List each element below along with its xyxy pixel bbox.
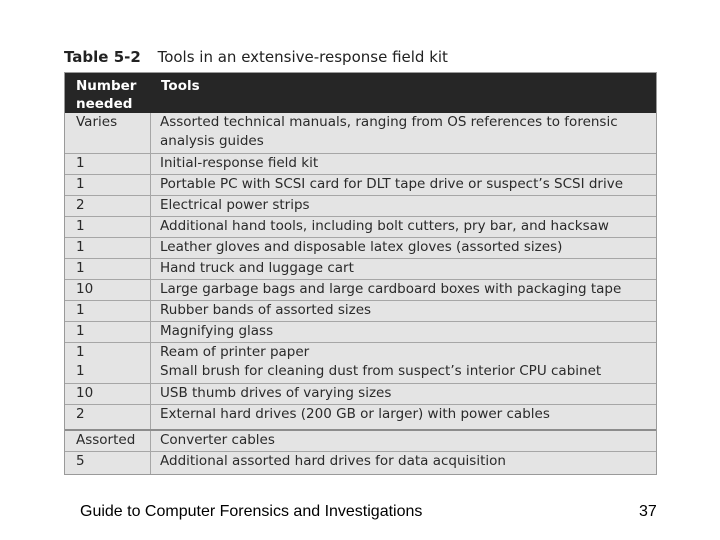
table-row <box>65 279 656 300</box>
row-number: 1 <box>65 238 151 258</box>
table-row <box>65 237 656 258</box>
row-tool: Hand truck and luggage cart <box>160 260 354 276</box>
row-tool: Additional hand tools, including bolt cutters, pry bar, and hacksaw <box>160 218 609 234</box>
row-tool: Converter cables <box>160 432 275 448</box>
table-row <box>65 174 656 195</box>
header-number-needed: Number needed <box>76 78 137 112</box>
row-number: 1 <box>65 217 151 237</box>
row-number: 1 <box>65 301 151 321</box>
row-number: 1 <box>65 259 151 279</box>
table-row <box>65 429 656 451</box>
row-number: 10 <box>65 280 151 300</box>
row-number: 1 <box>65 322 151 342</box>
row-tool: Small brush for cleaning dust from suspect’s interior CPU cabinet <box>160 363 602 379</box>
row-tool: Leather gloves and disposable latex gloves (assorted sizes) <box>160 239 563 255</box>
table-row <box>65 383 656 404</box>
footer-book-title: Guide to Computer Forensics and Investigations <box>80 503 423 520</box>
table-row <box>65 216 656 237</box>
table-caption <box>64 48 664 66</box>
table-row <box>65 404 656 429</box>
table-row <box>65 153 656 174</box>
page-number: 37 <box>639 503 657 520</box>
row-number: 1 <box>65 175 151 195</box>
row-tool: External hard drives (200 GB or larger) with power cables <box>160 406 550 422</box>
table-title: Tools in an extensive-response field kit <box>157 48 448 66</box>
table-row <box>65 321 656 342</box>
table-header-row <box>65 73 656 113</box>
table-row <box>65 451 656 474</box>
row-tool: Additional assorted hard drives for data acquisition <box>160 453 506 469</box>
table-row <box>65 362 656 383</box>
row-tool: Large garbage bags and large cardboard boxes with packaging tape <box>160 281 622 297</box>
row-tool: Assorted technical manuals, ranging from OS references to forensic analysis guides <box>160 114 618 149</box>
header-tools: Tools <box>161 78 200 94</box>
row-number: 10 <box>65 384 151 404</box>
table-row <box>65 258 656 279</box>
row-tool: Initial-response field kit <box>160 155 319 171</box>
row-tool: Portable PC with SCSI card for DLT tape drive or suspect’s SCSI drive <box>160 176 624 192</box>
row-number: 5 <box>65 452 151 474</box>
table-row <box>65 300 656 321</box>
row-number: 2 <box>65 405 151 429</box>
row-tool: Electrical power strips <box>160 197 310 213</box>
row-tool: Magnifying glass <box>160 323 274 339</box>
row-number: 2 <box>65 196 151 216</box>
row-number: Varies <box>65 113 151 153</box>
table-row <box>65 195 656 216</box>
row-tool: USB thumb drives of varying sizes <box>160 385 392 401</box>
tools-table <box>64 72 657 475</box>
table-row <box>65 113 656 153</box>
row-tool: Rubber bands of assorted sizes <box>160 302 372 318</box>
row-number: Assorted <box>65 431 151 451</box>
row-tool: Ream of printer paper <box>160 344 310 360</box>
row-number: 1 <box>65 343 151 362</box>
table-number: Table 5-2 <box>64 48 141 66</box>
row-number: 1 <box>65 362 151 383</box>
table-row <box>65 342 656 362</box>
row-number: 1 <box>65 154 151 174</box>
